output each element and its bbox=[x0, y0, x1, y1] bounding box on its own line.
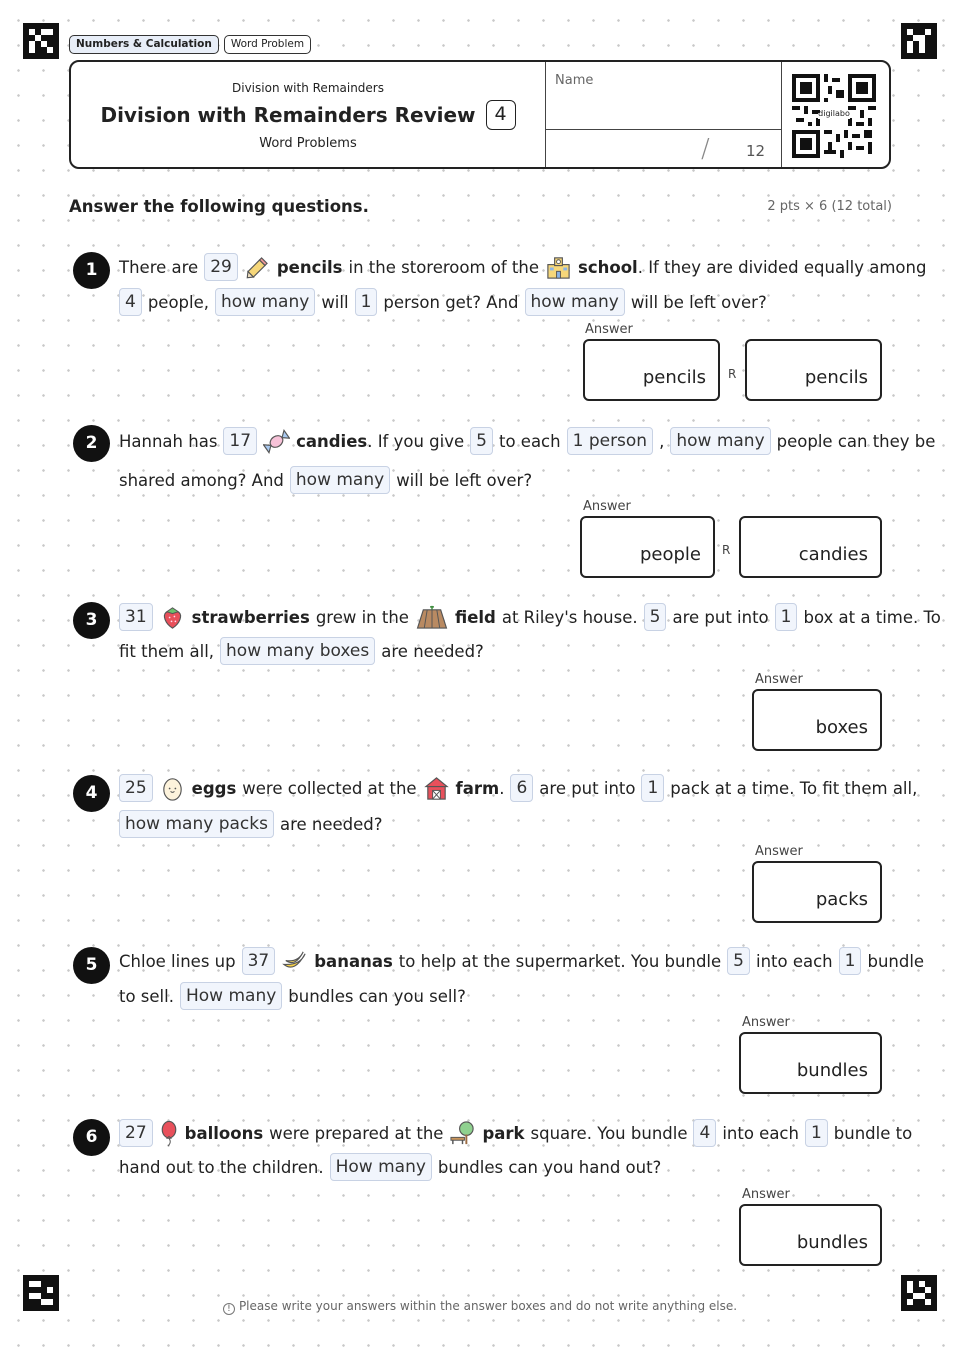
answer-box-quotient[interactable] bbox=[580, 516, 715, 578]
number-box: 6 bbox=[510, 774, 533, 802]
question-text: will be left over? bbox=[396, 470, 533, 490]
number-box: 1 bbox=[355, 288, 378, 316]
question-line-2 bbox=[119, 636, 484, 666]
park-icon bbox=[449, 1120, 476, 1147]
place-word: farm bbox=[455, 778, 500, 798]
question-text: people, bbox=[147, 292, 210, 312]
keyword-box: how many bbox=[670, 427, 770, 455]
balloon-icon bbox=[159, 1120, 179, 1147]
question-text: to help at the supermarket. You bundle bbox=[398, 951, 722, 971]
question-text: to each bbox=[498, 431, 561, 451]
number-box: 4 bbox=[119, 288, 142, 316]
keyword-box: how many bbox=[290, 466, 390, 494]
question-text: There are bbox=[119, 257, 199, 277]
answer-box[interactable] bbox=[739, 1032, 882, 1094]
question-text: bundle bbox=[867, 951, 925, 971]
banana-icon bbox=[281, 948, 308, 975]
number-box: 37 bbox=[242, 947, 276, 975]
corner-marker-top-right bbox=[901, 23, 937, 59]
name-label: Name bbox=[555, 73, 594, 88]
item-word: strawberries bbox=[191, 607, 310, 627]
question-text: fit them all, bbox=[119, 641, 215, 661]
question-line-2 bbox=[119, 809, 383, 839]
question-text: . If you give bbox=[367, 431, 465, 451]
number-box: 17 bbox=[223, 427, 257, 455]
number-box: 5 bbox=[470, 427, 493, 455]
answer-unit: pencils bbox=[804, 367, 868, 388]
answer-label: Answer bbox=[755, 844, 803, 859]
answer-label: Answer bbox=[742, 1187, 790, 1202]
keyword-box: 1 person bbox=[567, 427, 654, 455]
keyword-box: How many bbox=[330, 1153, 432, 1181]
question-text: into each bbox=[722, 1123, 799, 1143]
question-text: are needed? bbox=[381, 641, 484, 661]
question-line-1 bbox=[119, 602, 941, 632]
question-text: Hannah has bbox=[119, 431, 218, 451]
title-cell bbox=[71, 62, 546, 167]
question-text: are put into bbox=[672, 607, 769, 627]
farm-icon bbox=[423, 775, 450, 802]
tag-word-problem: Word Problem bbox=[224, 35, 311, 54]
answer-unit: bundles bbox=[796, 1060, 868, 1081]
number-box: 1 bbox=[805, 1119, 828, 1147]
qr-code-icon bbox=[792, 74, 876, 158]
number-box: 27 bbox=[119, 1119, 153, 1147]
answer-unit: pencils bbox=[642, 367, 706, 388]
answer-label: Answer bbox=[583, 499, 631, 514]
question-text: hand out to the children. bbox=[119, 1157, 324, 1177]
question-number: 2 bbox=[73, 425, 110, 462]
keyword-box: how many boxes bbox=[220, 637, 375, 665]
item-word: bananas bbox=[314, 951, 393, 971]
question-text: . bbox=[499, 778, 505, 798]
answer-box[interactable] bbox=[752, 689, 882, 751]
footer-note bbox=[0, 1299, 960, 1315]
question-number: 3 bbox=[73, 602, 110, 639]
name-divider bbox=[546, 129, 781, 130]
answer-box-remainder[interactable] bbox=[745, 339, 882, 401]
keyword-box: how many bbox=[525, 288, 625, 316]
question-number: 4 bbox=[73, 775, 110, 812]
worksheet-header bbox=[69, 60, 891, 169]
question-text: in the storeroom of the bbox=[348, 257, 540, 277]
question-text: shared among? And bbox=[119, 470, 284, 490]
answer-label: Answer bbox=[585, 322, 633, 337]
answer-unit: packs bbox=[815, 889, 868, 910]
question-number: 5 bbox=[73, 947, 110, 984]
question-text: are needed? bbox=[279, 814, 383, 834]
tag-numbers-calculation: Numbers & Calculation bbox=[69, 35, 219, 54]
number-box: 1 bbox=[775, 603, 798, 631]
worksheet-subject: Word Problems bbox=[259, 136, 357, 151]
question-line-2 bbox=[119, 287, 767, 317]
keyword-box: How many bbox=[180, 982, 282, 1010]
question-text: square. You bundle bbox=[530, 1123, 688, 1143]
question-text: were prepared at the bbox=[269, 1123, 444, 1143]
number-box: 29 bbox=[204, 253, 238, 281]
remainder-label: R bbox=[728, 367, 737, 381]
number-box: 4 bbox=[693, 1119, 716, 1147]
question-line-1 bbox=[119, 1118, 912, 1148]
pencil-icon bbox=[244, 254, 271, 281]
title-row bbox=[71, 100, 545, 130]
number-box: 1 bbox=[641, 774, 664, 802]
answer-box[interactable] bbox=[752, 861, 882, 923]
qr-caption: digilabo bbox=[818, 109, 850, 118]
worksheet-subtitle: Division with Remainders bbox=[232, 81, 384, 95]
warning-icon: ! bbox=[223, 1303, 235, 1315]
question-text: at Riley's house. bbox=[501, 607, 638, 627]
question-text: grew in the bbox=[315, 607, 409, 627]
answer-box-remainder[interactable] bbox=[739, 516, 882, 578]
question-text: to sell. bbox=[119, 986, 174, 1006]
answer-box[interactable] bbox=[739, 1204, 882, 1266]
place-word: field bbox=[454, 607, 496, 627]
score-slash: / bbox=[701, 134, 710, 164]
question-text: bundle to bbox=[833, 1123, 913, 1143]
instructions: Answer the following questions. bbox=[69, 197, 373, 216]
place-word: school bbox=[578, 257, 638, 277]
question-text: bundles can you hand out? bbox=[437, 1157, 662, 1177]
number-box: 5 bbox=[644, 603, 667, 631]
item-word: candies bbox=[296, 431, 368, 451]
item-word: pencils bbox=[276, 257, 343, 277]
answer-label: Answer bbox=[755, 672, 803, 687]
keyword-box: how many packs bbox=[119, 810, 274, 838]
question-text: . If they are divided equally among bbox=[637, 257, 927, 277]
number-box: 25 bbox=[119, 774, 153, 802]
question-line-1 bbox=[119, 426, 935, 456]
number-box: 1 bbox=[839, 947, 862, 975]
question-text: people can they be bbox=[776, 431, 936, 451]
question-line-1 bbox=[119, 252, 926, 282]
question-line-2 bbox=[119, 465, 532, 495]
question-text: are put into bbox=[539, 778, 636, 798]
question-text: person get? And bbox=[383, 292, 519, 312]
candy-icon bbox=[263, 428, 290, 455]
item-word: eggs bbox=[191, 778, 237, 798]
footer-text: Please write your answers within the answer boxes and do not write anything else. bbox=[238, 1299, 738, 1313]
answer-unit: boxes bbox=[815, 717, 868, 738]
answer-label: Answer bbox=[742, 1015, 790, 1030]
question-line-2 bbox=[119, 1152, 661, 1182]
answer-unit: candies bbox=[798, 544, 868, 565]
number-box: 31 bbox=[119, 603, 153, 631]
question-line-2 bbox=[119, 981, 466, 1011]
name-score-cell bbox=[546, 62, 782, 167]
question-text: bundles can you sell? bbox=[288, 986, 466, 1006]
corner-marker-top-left bbox=[23, 23, 59, 59]
question-text: box at a time. To bbox=[803, 607, 941, 627]
question-number: 6 bbox=[73, 1119, 110, 1156]
remainder-label: R bbox=[722, 543, 731, 557]
question-text: pack at a time. To fit them all, bbox=[670, 778, 918, 798]
field-icon bbox=[415, 604, 449, 631]
egg-icon bbox=[159, 775, 186, 802]
question-text: Chloe lines up bbox=[119, 951, 236, 971]
strawberry-icon bbox=[159, 604, 186, 631]
answer-unit: people bbox=[639, 544, 701, 565]
question-number: 1 bbox=[73, 252, 110, 289]
question-line-1 bbox=[119, 946, 924, 976]
score-total: 12 bbox=[746, 142, 766, 160]
points-info: 2 pts × 6 (12 total) bbox=[767, 199, 892, 214]
answer-box-quotient[interactable] bbox=[583, 339, 720, 401]
school-icon bbox=[545, 254, 572, 281]
question-text: were collected at the bbox=[242, 778, 417, 798]
item-word: balloons bbox=[184, 1123, 264, 1143]
question-text: into each bbox=[755, 951, 833, 971]
question-line-1 bbox=[119, 773, 917, 803]
worksheet-title: Division with Remainders Review bbox=[100, 103, 476, 127]
number-box: 5 bbox=[727, 947, 750, 975]
question-text: will bbox=[321, 292, 349, 312]
answer-unit: bundles bbox=[796, 1232, 868, 1253]
worksheet-number-badge: 4 bbox=[486, 100, 516, 130]
category-tags bbox=[69, 35, 311, 54]
place-word: park bbox=[482, 1123, 525, 1143]
question-text: will be left over? bbox=[630, 292, 767, 312]
keyword-box: how many bbox=[215, 288, 315, 316]
question-text: , bbox=[659, 431, 665, 451]
